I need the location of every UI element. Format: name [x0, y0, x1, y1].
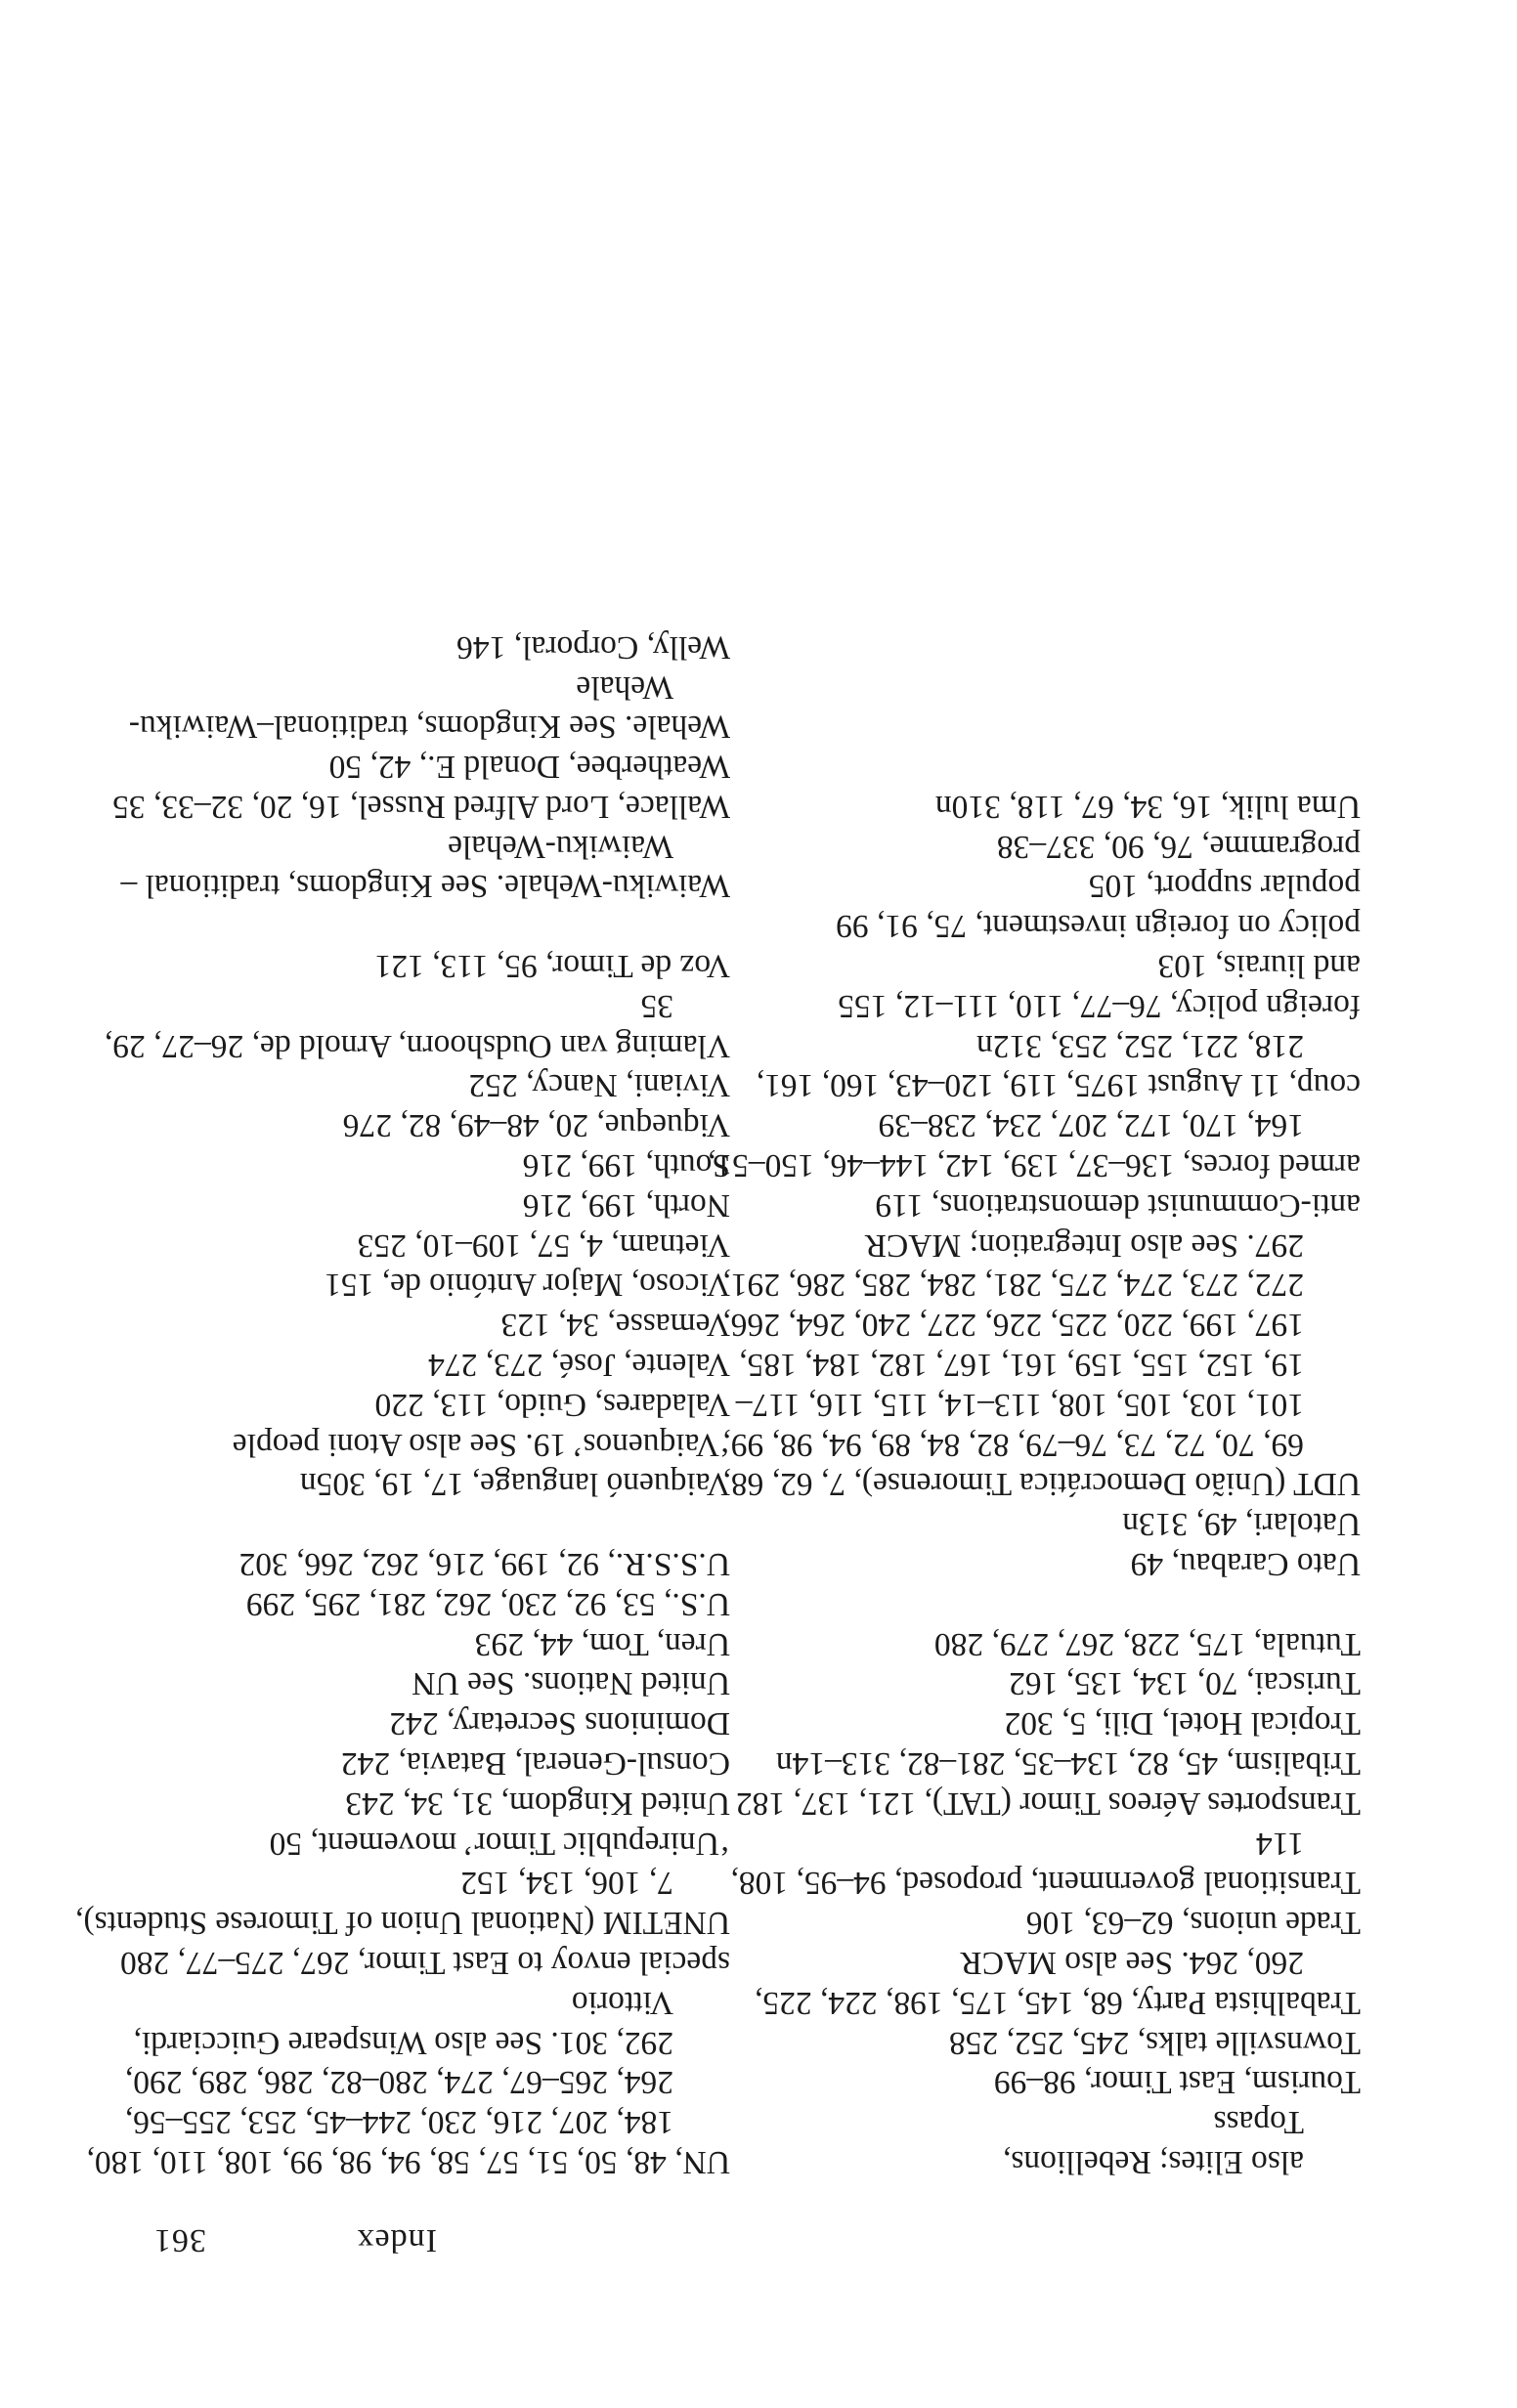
- index-entry: Tutuala, 175, 228, 267, 279, 280: [933, 1625, 1361, 1662]
- index-entry: Townsville talks, 245, 252, 258: [948, 2024, 1361, 2061]
- index-entry: Tropical Hotel, Dili, 5, 302: [1004, 1705, 1361, 1742]
- index-entry: Topass: [1213, 2104, 1304, 2141]
- index-entry: Vlaming van Oudshoorn, Arnold de, 26–27, 29, 35: [104, 987, 730, 1064]
- index-entry: Voz de Timor, 95, 113, 121: [374, 948, 730, 985]
- index-entry: Tribalism, 45, 82, 134–35, 281–82, 313–14n: [775, 1745, 1361, 1783]
- index-entry: UNETIM (National Union of Timorese Students), 7, 106, 134, 152: [75, 1865, 730, 1942]
- index-entry: U.S., 53, 92, 230, 262, 281, 295, 299: [245, 1585, 730, 1622]
- index-entry: Valente, José, 273, 274: [428, 1347, 730, 1384]
- index-entry: ‘Unirepublic Timor’ movement, 50: [269, 1825, 730, 1862]
- index-entry: programme, 76, 90, 337–38: [996, 828, 1361, 865]
- index-entry: Uatolari, 49, 313n: [1122, 1506, 1361, 1543]
- letter-group-gap: [65, 1503, 730, 1543]
- index-entry: and liurais, 103: [1157, 948, 1361, 985]
- index-entry: Viviani, Nancy, 252: [468, 1067, 730, 1104]
- index-entry: Dominions Secretary, 242: [389, 1705, 730, 1742]
- index-entry: U.S.S.R., 92, 199, 216, 262, 266, 302: [238, 1546, 730, 1583]
- index-entry: Vaiquenó language, 17, 19, 305n: [299, 1466, 730, 1503]
- index-entry: UN, 48, 50, 51, 57, 58, 94, 98, 99, 108, 110, 180, 184, 207, 216, 230, 244–45, 253, 255–56, 264, 265–67, 274, 280–82, 286, 289, 290, 292, 301. See also Winspeare Guicciardi, Vittorio: [86, 1984, 730, 2180]
- index-entry: popular support, 105: [1088, 868, 1361, 905]
- index-entry: special envoy to East Timor, 267, 275–77, 280: [120, 1945, 730, 1982]
- index-entry: ‘Vaiquenos’ 19. See also Atoni people: [232, 1426, 730, 1463]
- page-number: 361: [153, 2222, 206, 2258]
- index-entry: Welly, Corporal, 146: [456, 628, 730, 666]
- index-entry: armed forces, 136–37, 139, 142, 144–46, 150–51, 164, 170, 172, 207, 234, 238–39: [707, 1107, 1361, 1184]
- index-entry: Waiwiku-Wehale. See Kingdoms, traditional – Waiwiku-Wehale: [120, 828, 730, 905]
- index-column-right: [65, 626, 730, 2181]
- index-entry: Weatherbee, Donald E., 42, 50: [328, 749, 730, 786]
- index-entry: Consul-General, Batavia, 242: [340, 1745, 730, 1783]
- index-entry: Trade unions, 62–63, 106: [1025, 1905, 1361, 1942]
- index-entry: policy on foreign investment, 75, 91, 99: [836, 908, 1361, 945]
- index-entry: Uren, Tom, 44, 293: [474, 1625, 730, 1662]
- index-entry: Vietnam, 4, 57, 109–10, 253: [357, 1226, 730, 1264]
- running-head-title: Index: [356, 2222, 437, 2258]
- index-entry: Valadares, Guido, 113, 220: [374, 1386, 730, 1423]
- index-entry: Wehale. See Kingdoms, traditional–Waiwiku-Wehale: [128, 668, 730, 746]
- index-entry: Viqueque, 20, 48–49, 82, 276: [342, 1107, 730, 1144]
- index-column-left: [696, 786, 1361, 2181]
- letter-group-gap: [65, 906, 730, 946]
- index-entry: also Elites; Rebellions,: [1003, 2144, 1304, 2180]
- index-entry: Vicoso, Major António de, 151: [325, 1267, 730, 1304]
- index-entry: Turiscai, 70, 134, 135, 162: [1009, 1665, 1361, 1702]
- index-entry: Uato Carabau, 49: [1130, 1546, 1361, 1583]
- index-entry: Wallace, Lord Alfred Russel, 16, 20, 32–33, 35: [112, 788, 730, 825]
- index-entry: foreign policy, 76–77, 110, 111–12, 155: [838, 987, 1361, 1024]
- index-entry: United Kingdom, 31, 34, 243: [345, 1784, 730, 1822]
- index-entry: Trabalhista Party, 68, 145, 175, 198, 224, 225, 260, 264. See also MACR: [754, 1945, 1361, 2021]
- index-entry: anti-Communist demonstrations, 119: [875, 1186, 1361, 1224]
- index-entry: Vemasse, 34, 123: [500, 1307, 730, 1344]
- running-head: [153, 2219, 437, 2258]
- index-entry: Tourism, East Timor, 98–99: [993, 2064, 1361, 2101]
- index-entry: South, 199, 216: [522, 1147, 730, 1184]
- index-entry: Transitional government, proposed, 94–95, 108, 114: [730, 1825, 1361, 1902]
- index-entry: North, 199, 216: [522, 1186, 730, 1224]
- letter-group-gap: [696, 1583, 1361, 1623]
- index-entry: coup, 11 August 1975, 119, 120–43, 160, 161, 218, 221, 252, 253, 312n: [756, 1027, 1361, 1104]
- index-entry: Transportes Aéreos Timor (TAT), 121, 137, 182: [735, 1784, 1361, 1822]
- index-entry: Uma lulik, 16, 34, 67, 118, 310n: [934, 788, 1361, 825]
- index-entry: United Nations. See UN: [412, 1665, 730, 1702]
- index-entry: UDT (União Democrática Timorense), 7, 62, 68, 69, 70, 72, 73, 76–79, 82, 84, 89, 94, 98, 99, 101, 103, 105, 108, 113–14, 115, 116, 117–19, 152, 155, 159, 161, 167, 182, 184, 185, 197, 199, 220, 225, 226, 227, 240, 264, 266, 272, 273, 274, 275, 281, 284, 285, 286, 291, 297. See also Integration; MACR: [722, 1226, 1361, 1503]
